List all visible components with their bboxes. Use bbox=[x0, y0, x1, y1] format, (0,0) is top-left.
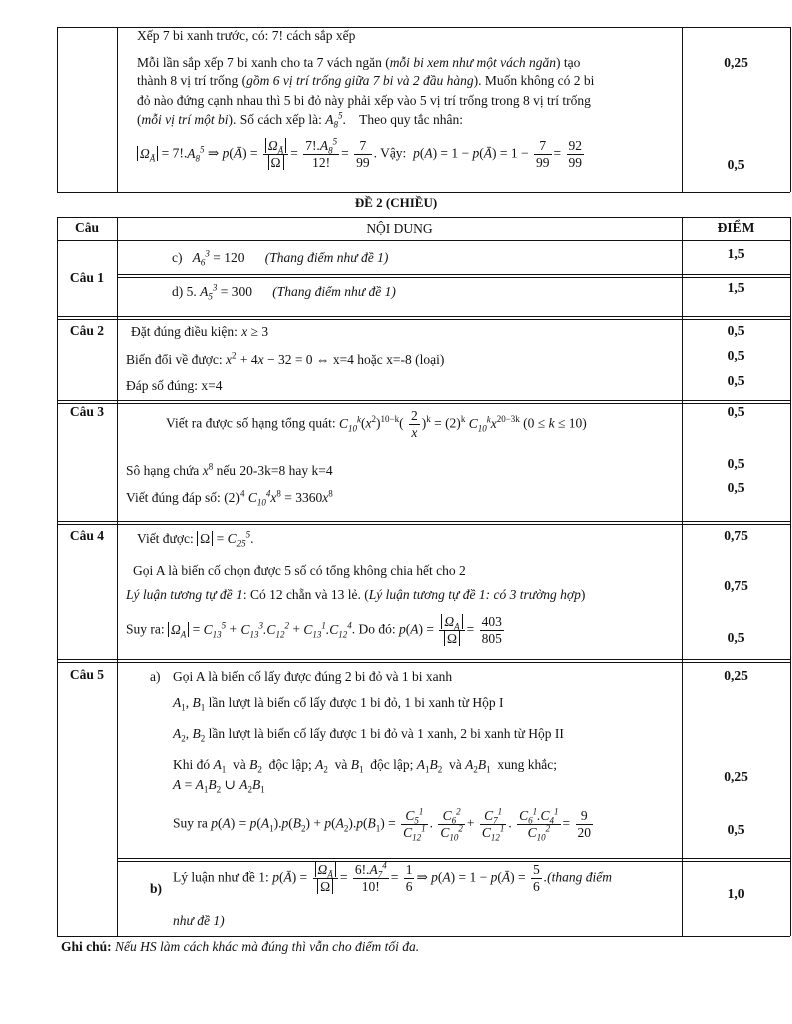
cau1-d: d) 5. $A_5^3 = 300$ (Thang điểm như đề 1) bbox=[172, 282, 396, 302]
cau5-score-2: 0,25 bbox=[724, 769, 748, 784]
cau5-b2: như đề 1) bbox=[173, 913, 225, 928]
cau4-score-2: 0,75 bbox=[724, 578, 748, 593]
cau3-score-1: 0,5 bbox=[727, 404, 745, 419]
cau1-mid2 bbox=[117, 277, 790, 278]
cau5-a3-text: lần lượt là biến cố lấy được 1 bi đỏ và 1 xanh, 2 bi xanh từ Hộp II bbox=[208, 726, 564, 741]
cau1-c-note: (Thang điểm như đề 1) bbox=[264, 250, 389, 265]
cau4-l1-text: Viết được: bbox=[137, 531, 194, 546]
cau2-label: Câu 2 bbox=[69, 323, 105, 338]
cau5-a-prefix: a) bbox=[150, 669, 161, 684]
cau3-bottom2 bbox=[57, 524, 790, 525]
top-vline-right bbox=[790, 27, 791, 192]
cau3-score-3: 0,5 bbox=[727, 480, 745, 495]
footer-note bbox=[61, 938, 419, 955]
cau2-score-3: 0,5 bbox=[727, 373, 745, 388]
cau2-l2b: x=4 hoặc x=-8 (loại) bbox=[332, 352, 445, 367]
cau4-bottom bbox=[57, 659, 790, 660]
top-line-5a: ( bbox=[137, 112, 142, 127]
cau1-d-prefix: d) 5. bbox=[172, 284, 197, 299]
cau3-line-1: Viết ra được số hạng tổng quát: $C_{10}^k(x^2)^{10-k}$( $\frac{2}{x}$ )$^k = (2)^k$ $C_{10}^kx^{20-3k}$ (0 ≤ k ≤ 10) bbox=[166, 408, 587, 440]
cau5-a4e: độc lập; bbox=[370, 757, 414, 772]
cau5-a4: Khi đó $A_1$ và $B_2$ độc lập; $A_2$ và $B_1$ độc lập; $A_1B_2$ và $A_2B_1$ xung khắc; bbox=[173, 757, 557, 775]
cau4-l3a: Lý luận tương tự đề 1 bbox=[126, 587, 243, 602]
cau1-label: Câu 1 bbox=[69, 270, 105, 285]
cau4-line-1: Viết được: $\Omega = C_{25}^5$. bbox=[137, 529, 254, 549]
cau1-bottom2 bbox=[57, 319, 790, 320]
cau3-l2a: Sô hạng chứa bbox=[126, 463, 200, 478]
cau5-a1: Gọi A là biến cố lấy được đúng 2 bi đỏ và 1 bi xanh bbox=[173, 669, 453, 684]
cau1-score-d: 1,5 bbox=[727, 280, 745, 295]
cau3-score-2: 0,5 bbox=[727, 456, 745, 471]
top-line-3a: thành 8 vị trí trống ( bbox=[137, 73, 247, 88]
top-formula-line: $\Omega_Ā = 7!.A_8^5$ ⇒ p(Ā) = $\frac{\Omega_Ā}{\Omega}$ = $\frac{7!.A_8^5}{12!}$ = $\frac{7}{99}$ . Vậy: p(A) = 1 − p(Ā) = 1 − $\frac{7}{99}$ = $\frac{92}{99}$ bbox=[137, 138, 586, 171]
table-vline-1 bbox=[117, 217, 118, 936]
cau1-d-note: (Thang điểm như đề 1) bbox=[272, 284, 396, 299]
top-score-1: 0,25 bbox=[724, 55, 748, 70]
top-line-5: (mỗi vị trí một bi). Số cách xếp là: $A_8^5$. Theo quy tắc nhân: bbox=[137, 110, 463, 130]
cau5-a4c: độc lập; bbox=[268, 757, 312, 772]
top-line-3b: gồm 6 vị trí trống giữa 7 bi và 2 đầu hàng bbox=[246, 73, 474, 88]
header-cau: Câu bbox=[74, 220, 99, 235]
cau5-score-1: 0,25 bbox=[724, 668, 748, 683]
cau4-l4b: . Do đó: bbox=[351, 621, 396, 637]
cau5-a2: $A_1$, $B_1$ lần lượt là biến cố lấy được 1 bi đỏ, 1 bi xanh từ Hộp I bbox=[173, 695, 504, 713]
cau1-c-prefix: c) bbox=[172, 250, 183, 265]
cau4-score-3: 0,5 bbox=[727, 630, 745, 645]
cau4-line-2: Gọi A là biến cố chọn được 5 số có tổng không chia hết cho 2 bbox=[133, 563, 466, 578]
cau3-l2b: nếu 20-3k=8 hay k=4 bbox=[216, 463, 333, 478]
top-line-3 bbox=[137, 72, 594, 89]
cau4-l3d: ) bbox=[580, 587, 586, 602]
cau2-bottom bbox=[57, 400, 790, 401]
cau4-l3b: : Có 12 chẵn và 13 lẻ. ( bbox=[242, 587, 369, 602]
header-bottom bbox=[57, 240, 790, 241]
cau4-bottom2 bbox=[57, 662, 790, 663]
top-vay: . Vậy: bbox=[373, 145, 407, 161]
table-top bbox=[57, 217, 790, 218]
cau2-line-3: Đáp số đúng: x=4 bbox=[126, 378, 223, 393]
cau1-mid bbox=[117, 274, 790, 275]
cau5-label: Câu 5 bbox=[69, 667, 105, 682]
cau2-score-1: 0,5 bbox=[727, 323, 745, 338]
top-vline-left bbox=[57, 27, 58, 192]
cau2-bottom2 bbox=[57, 403, 790, 404]
cau5-a4f: và bbox=[449, 757, 462, 772]
cau5-a5: $A = A_1B_2$ ∪ $A_2B_1$ bbox=[173, 777, 265, 795]
cau5-a6-text: Suy ra bbox=[173, 815, 208, 831]
top-vline-1 bbox=[117, 27, 118, 192]
top-line-2 bbox=[137, 54, 580, 71]
cau5-a4a: Khi đó bbox=[173, 757, 211, 772]
cau5-score-4: 1,0 bbox=[727, 886, 745, 901]
cau3-l3-text: Viết đúng đáp số: bbox=[126, 490, 221, 505]
top-line-4: đỏ nào đứng cạnh nhau thì 5 bi đỏ này phải xếp vào 5 vị trí trống trong 8 vị trí trống bbox=[137, 93, 591, 108]
cau5-mid bbox=[117, 858, 790, 859]
header-noi-dung: NỘI DUNG bbox=[366, 221, 433, 236]
cau5-b1: Lý luận như đề 1: p(Ā) = $\frac{\Omega_Ā}{\Omega}$ = $\frac{6!.A_7^4}{10!}$ = $\frac{1}{6}$ ⇒ p(A) = 1 − p(Ā) = $\frac{5}{6}$ .(thang điểm bbox=[173, 860, 612, 894]
top-line-1: Xếp 7 bi xanh trước, có: 7! cách sắp xếp bbox=[137, 28, 356, 43]
cau3-label: Câu 3 bbox=[69, 404, 105, 419]
top-line-2a: Mỗi lần sắp xếp 7 bi xanh cho ta 7 vách ngăn ( bbox=[137, 55, 390, 70]
formula-a85: $A_8^5$ bbox=[325, 110, 343, 130]
cau2-line-1: Đặt đúng điều kiện: x ≥ 3 bbox=[131, 324, 269, 339]
top-score-2: 0,5 bbox=[727, 157, 745, 172]
header-diem: ĐIỂM bbox=[717, 220, 755, 235]
cau4-label: Câu 4 bbox=[69, 528, 105, 543]
cau5-a2-text: lần lượt là biến cố lấy được 1 bi đỏ, 1 bi xanh từ Hộp I bbox=[208, 695, 504, 710]
top-line-5c: ). Số cách xếp là: bbox=[228, 112, 322, 127]
cau5-score-3: 0,5 bbox=[727, 822, 745, 837]
cau1-score-c: 1,5 bbox=[727, 246, 745, 261]
cau5-b1-text: Lý luận như đề 1: bbox=[173, 869, 269, 885]
cau4-line-3 bbox=[126, 586, 585, 603]
top-line-5b: mỗi vị trí một bi bbox=[141, 112, 229, 127]
top-line-2b: mỗi bi xem như một vách ngăn bbox=[389, 55, 557, 70]
cau5-a6: Suy ra $p(A) = p(A_1).p(B_2) + p(A_2).p(B_1)$ = $\frac{C_5^1}{C_{12}^1}$ . $\frac{C_6^2}{C_{10}^2}$ + $\frac{C_7^1}{C_{12}^1}$ . $\frac{C_6^1.C_4^1}{C_{10}^2}$ = $\frac{9}{20}$ bbox=[173, 806, 592, 843]
cau5-a4g: xung khắc; bbox=[497, 757, 557, 772]
table-bottom bbox=[57, 936, 790, 937]
cau3-line-2: Sô hạng chứa $x^8$ nếu 20-3k=8 hay k=4 bbox=[126, 461, 333, 478]
cau3-line-3: Viết đúng đáp số: $(2)^4$ $C_{10}^4x^8 = 3360x^8$ bbox=[126, 488, 333, 508]
cau3-bottom bbox=[57, 521, 790, 522]
cau4-l4a: Suy ra: bbox=[126, 621, 165, 637]
cau5-a4b: và bbox=[233, 757, 246, 772]
cau1-c: c) $A_6^3 = 120$ (Thang điểm như đề 1) bbox=[172, 248, 389, 268]
cau2-l1-text: Đặt đúng điều kiện: bbox=[131, 324, 238, 339]
note-label: Ghi chú: bbox=[61, 939, 112, 954]
cau4-line-4: Suy ra: $\Omega_A = C_{13}^5 + C_{13}^3.C_{12}^2 + C_{13}^1.C_{12}^4$. Do đó: p(A) = $\frac{\Omega_A}{\Omega}$ = $\frac{403}{805}$ bbox=[126, 614, 502, 646]
cau4-l3c: Lý luận tương tự đề 1: có 3 trường hợp bbox=[368, 587, 581, 602]
top-line-3c: ). Muốn không có 2 bi bbox=[473, 73, 595, 88]
top-block-bottom bbox=[57, 192, 790, 193]
cau2-score-2: 0,5 bbox=[727, 348, 745, 363]
cau5-b-prefix: b) bbox=[150, 881, 163, 896]
cau5-a4d: và bbox=[334, 757, 348, 772]
cau3-l1-text: Viết ra được số hạng tổng quát: bbox=[166, 415, 336, 431]
cau5-b1-end: .(thang điểm bbox=[543, 869, 612, 885]
top-line-5d: Theo quy tắc nhân: bbox=[359, 112, 463, 127]
cau1-bottom bbox=[57, 316, 790, 317]
cau4-score-1: 0,75 bbox=[724, 528, 748, 543]
cau2-l2a: Biến đổi về được: bbox=[126, 352, 223, 367]
table-vline-right bbox=[790, 217, 791, 936]
cau2-line-2: Biến đổi về được: $x^2 + 4x - 32 = 0$ ⇔ x=4 hoặc x=-8 (loại) bbox=[126, 350, 445, 367]
cau5-a3: $A_2$, $B_2$ lần lượt là biến cố lấy được 1 bi đỏ và 1 xanh, 2 bi xanh từ Hộp II bbox=[173, 726, 564, 744]
note-text: Nếu HS làm cách khác mà đúng thì vẫn cho điểm tối đa. bbox=[115, 939, 420, 954]
section-title: ĐỀ 2 (CHIỀU) bbox=[354, 195, 438, 210]
top-line-2c: ) tạo bbox=[556, 55, 581, 70]
